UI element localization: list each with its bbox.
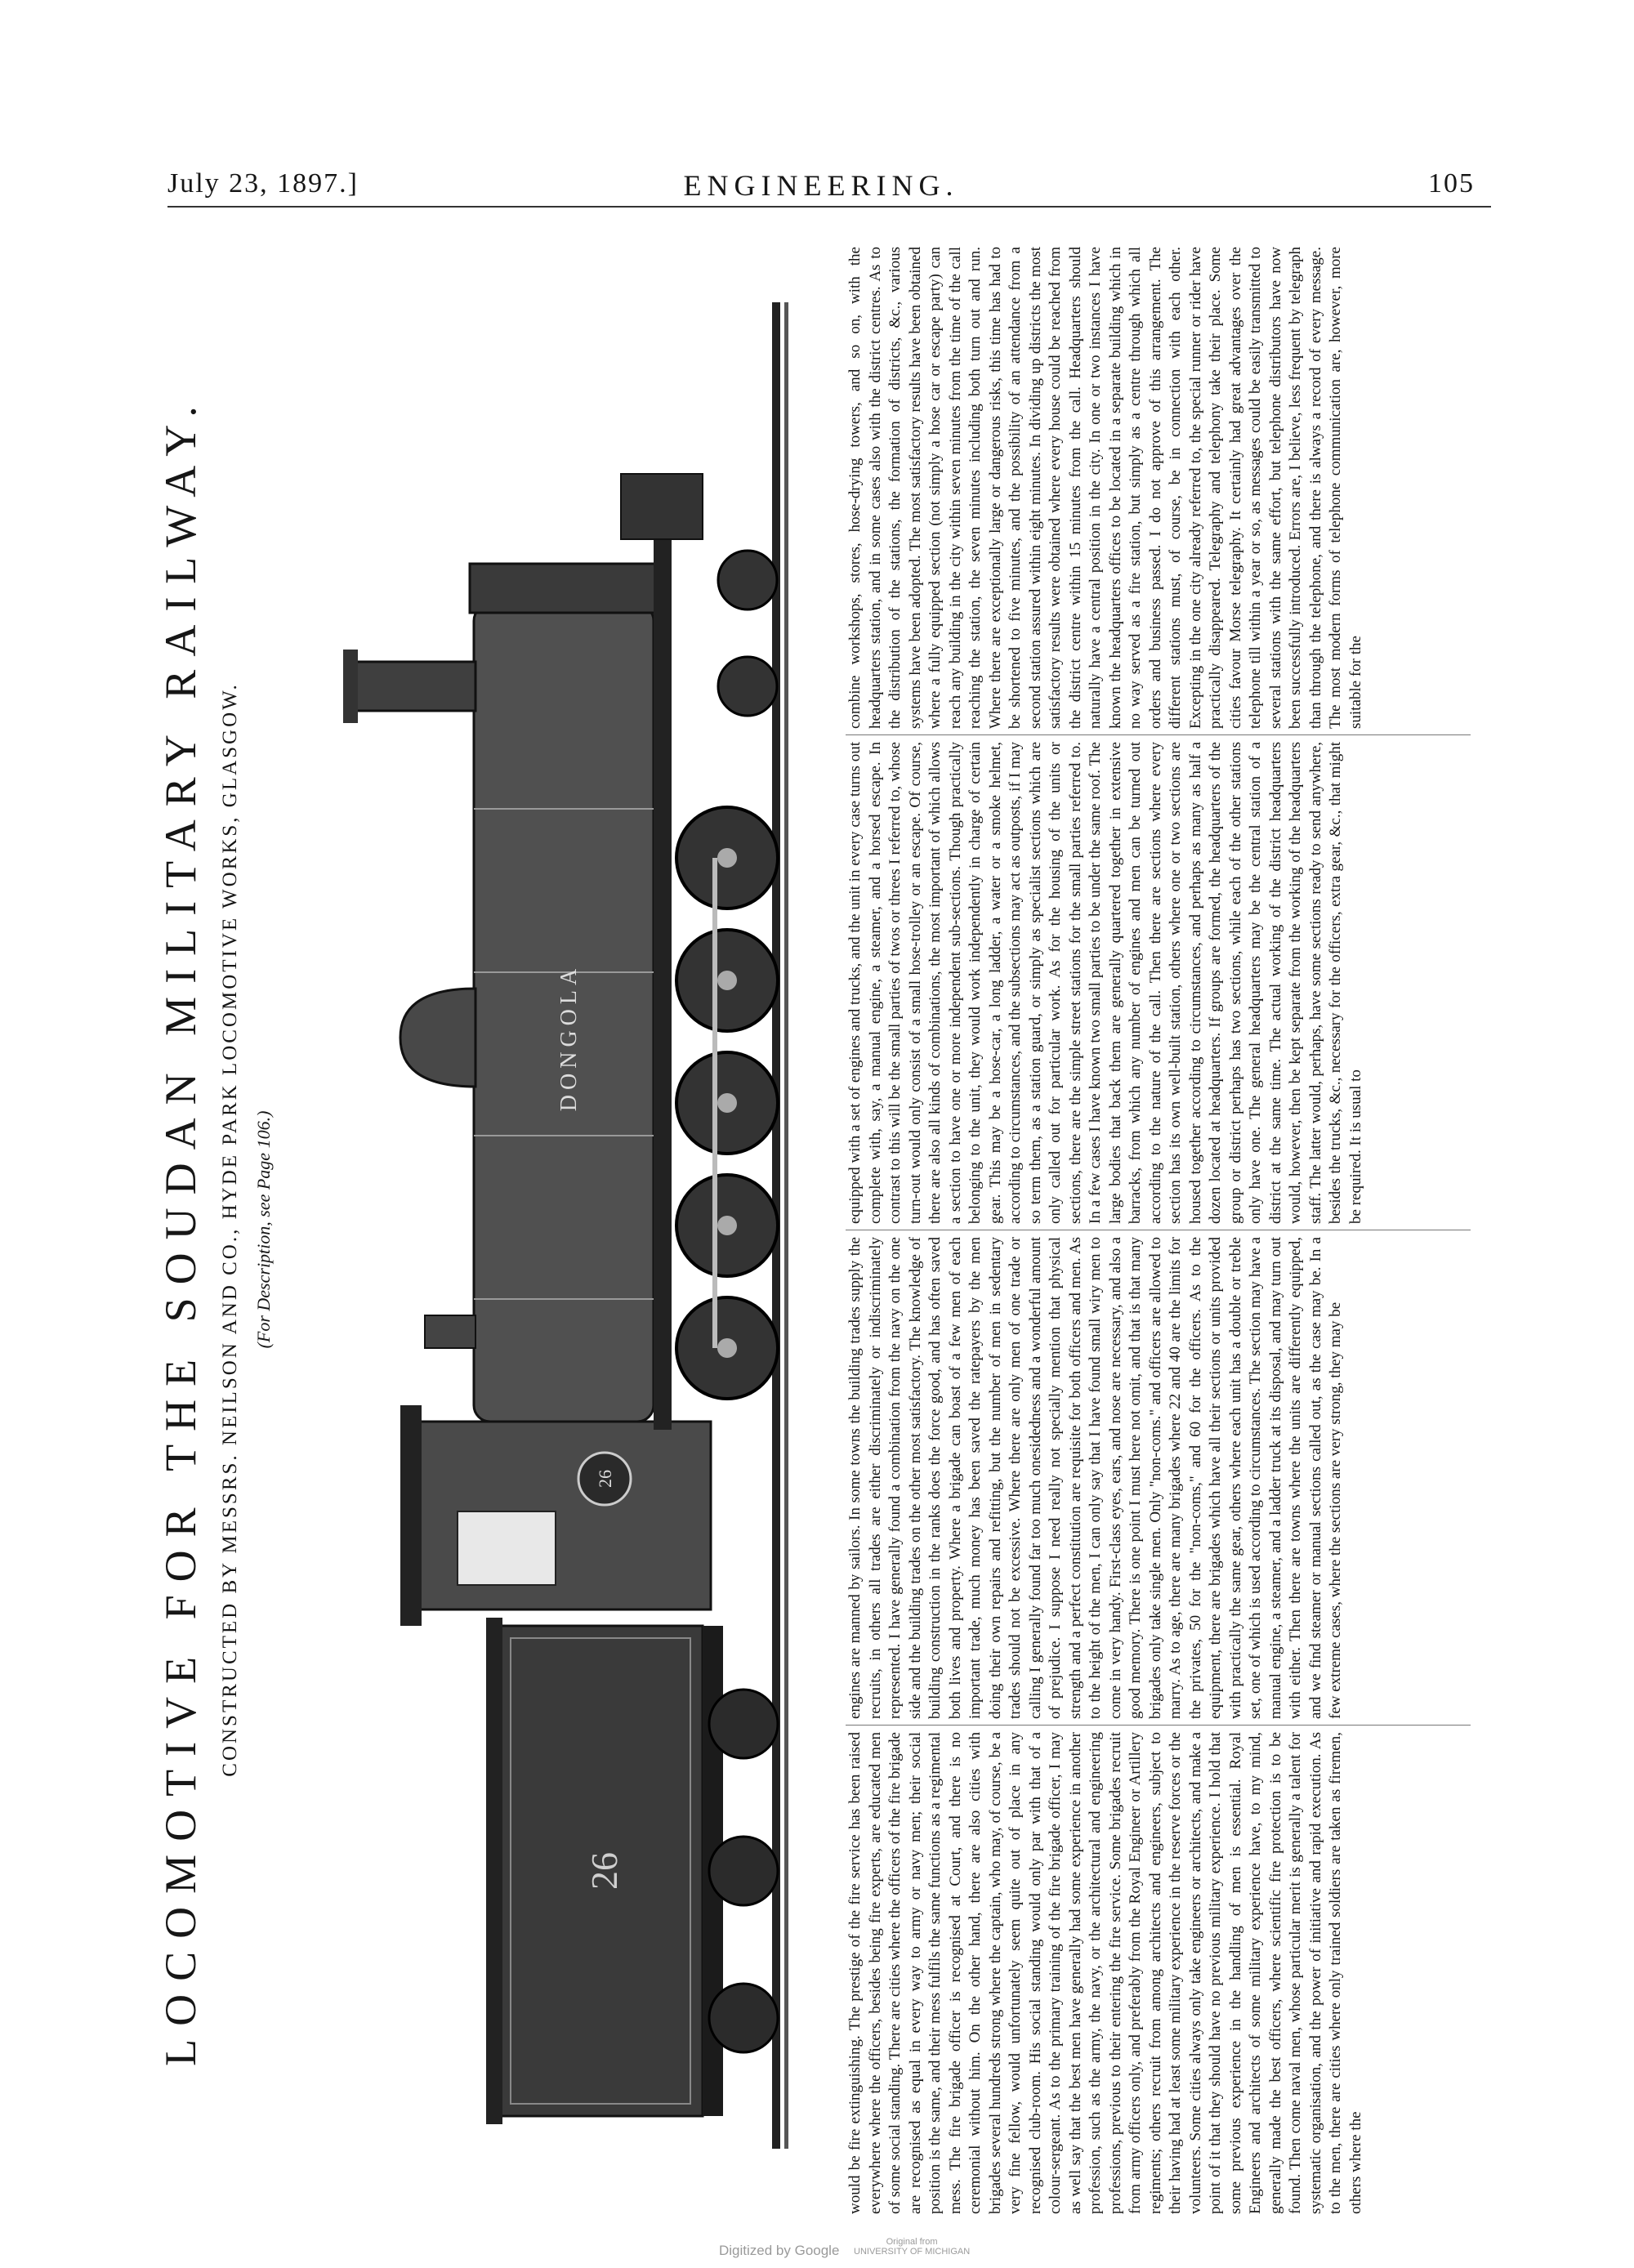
university-line: UNIVERSITY OF MICHIGAN [854, 2247, 971, 2257]
header-rule [167, 206, 1491, 208]
article-body [846, 245, 1471, 2214]
driving-wheels [676, 807, 778, 1399]
cab [400, 1405, 711, 1626]
journal-title: ENGINEERING. [683, 169, 959, 202]
text-column-2: engines are manned by sailors. In some towns the building trades supply the recruits, in others all trades are either discriminately or indiscriminately represented. I have generally found a combination from the navy on the one side and the building trades on the other most satisfactory. The knowledge of building construction in the ranks does the force good, and has often saved both lives and property. Where a brigade can boast of a few men of each important trade, much money has been saved the ratepayers by the men doing their own repairs and refitting, but the number of men in sedentary trades should not be excessive. Where there are only men of one trade or calling I generally found far too much onesidedness and a wonderful amount of prejudice. I suppose I need really not specially mention that physical strength and a perfect constitution are requisite for both officers and men. As to the height of the men, I can only say that I have found small wiry men to come in very handy. First-class eyes, ears, and nose are necessary, and also a good memory. There is one point I must here not omit, and that is that many brigades only take single men. Only "non-coms." and officers are allowed to marry. As to age, there are many brigades where 22 and 40 are the limits for the privates, 50 for the "non-coms," and 60 for the officers. As to the equipment, there are brigades which have all their sections or units provided with practically the same gear, others where each unit has a double or treble set, one of which is used according to circumstances. The section may have a manual engine, a steamer, and a ladder truck at its disposal, and may turn out with either. Then there are towns where the units are differently equipped, and we find steamer or manual sections called out, as the case may be. In a few extreme cases, where the sections are very strong, they may be [846, 1237, 1344, 1719]
text-column-1: would be fire extinguishing. The prestige of the fire service has been raised everywhere where the officers, besides being fire experts, are educated men of some social standing. There are cities where the officers of the fire brigade are recognised as equal in every way to army or navy men; their social position is the same, and their mess fulfils the same functions as a regimental mess. The fire brigade officer is recognised at Court, and there is no ceremonial without him. On the other hand, there are also cities with brigades several hundreds strong where the captain, who may, of course, be a very fine fellow, would unfortunately seem quite out of place in any recognised club-room. His social standing would only par with that of a colour-sergeant. As to the primary training of the fire brigade officer, I may as well say that the best men have generally had some experience in another profession, such as the army, the navy, or the architectural and engineering professions, previous to their entering the fire service. Some brigades recruit from army officers only, and preferably from the Royal Engineer or Artillery regiments; others recruit from among architects and engineers, subject to their having had at least some military experience in the reserve forces or the volunteers. Some cities always only take engineers or architects, and make a point of it that they should have no previous military experience. I hold that some previous experience in the handling of men is essential. Royal Engineers and architects of some military experience have, to my mind, generally made the best officers, where scientific fire protection is to be found. Then come naval men, whose particular merit is generally a talent for systematic organisation, and the power of initiative and rapid execution. As to the men, there are cities where only trained soldiers are taken as firemen, others where the [846, 1732, 1364, 2214]
column-divider [846, 1725, 1471, 1726]
boiler [343, 564, 658, 1422]
article-title: LOCOMOTIVE FOR THE SOUDAN MILITARY RAILWAY. [156, 393, 205, 2066]
original-from-line: Original from [886, 2237, 938, 2247]
tender [486, 1618, 778, 2124]
article-subtitle: CONSTRUCTED BY MESSRS. NEILSON AND CO., HYDE PARK LOCOMOTIVE WORKS, GLASGOW. [219, 682, 241, 1777]
engine-name: DONGOLA [556, 963, 582, 1112]
rotated-page-content [155, 245, 1471, 2214]
page-number: 105 [1428, 168, 1475, 199]
tender-number: 26 [583, 1852, 625, 1890]
description-note: (For Description, see Page 106.) [253, 1110, 274, 1349]
text-column-3: equipped with a set of engines and trucks, and the unit in every case turns out complete with, say, a manual engine, a steamer, and a horsed escape. In contrast to this will be the small parties of twos or threes I referred to, whose turn-out would only consist of a small hose-trolley or an escape. Of course, there are also all kinds of combinations, the most important of which allows a section to have one or more independent sub-sections. Though practically belonging to the unit, they would work independently in charge of certain gear. This may be a hose-car, a long ladder, a water or a smoke helmet, according to circumstances, and the subsections may act as outposts, if I may so term them, as a station guard, or simply as specialist sections which are only called out for particular work. As for the housing of the units or sections, there are the simple street stations for the small parties referred to. In a few cases I have known two small parties to be under the same roof. The large bodies that back them are generally quartered together in extensive barracks, from which any number of engines and men can be turned out according to the nature of the call. Then there are sections where every section has its own well-built station, others where one or two sections are housed together according to circumstances, and perhaps as many as half a dozen located at headquarters. If groups are formed, the headquarters of the group or district perhaps has two sections, while each of the other stations only have one. The general headquarters may be the central station of a district at the same time. The actual working of the district headquarters would, however, then be kept separate from the working of the headquarters staff. The latter would, perhaps, have some sections ready to send anywhere, besides the trucks, &c., necessary for the officers, extra gear, &c., that might be required. It is usual to [846, 742, 1364, 1224]
locomotive-illustration [294, 245, 825, 2214]
original-from-label [854, 2237, 970, 2257]
cab-number: 26 [595, 1470, 615, 1488]
page-header [167, 163, 1475, 204]
column-divider [846, 734, 1471, 735]
issue-date: July 23, 1897.] [167, 168, 359, 199]
text-column-4: combine workshops, stores, hose-drying towers, and so on, with the headquarters station, and in some cases also with the district centres. As to the distribution of the stations, the formation of districts, &c., various systems have been adopted. The most satisfactory results have been obtained where a fully equipped section (not simply a hose car or escape party) can reach any building in the city within seven minutes from the time of the call reaching the station, the seven minutes including both turn out and run. Where there are exceptionally large or dangerous risks, this time has had to be shortened to five minutes, and the possibility of an attendance from a second station assured within eight minutes. In dividing up districts the most satisfactory results were obtained where every house could be reached from the district centre within 15 minutes from the call. Headquarters should naturally have a central position in the city. In one or two instances I have known the headquarters offices to be located in a separate building which in no way served as a fire station, but simply as a centre through which all orders and business passed. I do not approve of this arrangement. The different stations must, of course, be in connection with each other. Excepting in the one city already referred to, the special runner or rider have practically disappeared. Telegraphy and telephony take their place. Some cities favour Morse telegraphy. It certainly had great advantages over the telephone till within a year or so, as messages could be easily transmitted to several stations with the same effort, but telephone distributors have now been successfully introduced. Errors are, I believe, less frequent by telegraph than through the telephone, and there is always a record of every message. The most modern forms of telephone communication are, however, more suitable for the [846, 247, 1364, 729]
digitized-by-label: Digitized by Google [719, 2243, 840, 2258]
